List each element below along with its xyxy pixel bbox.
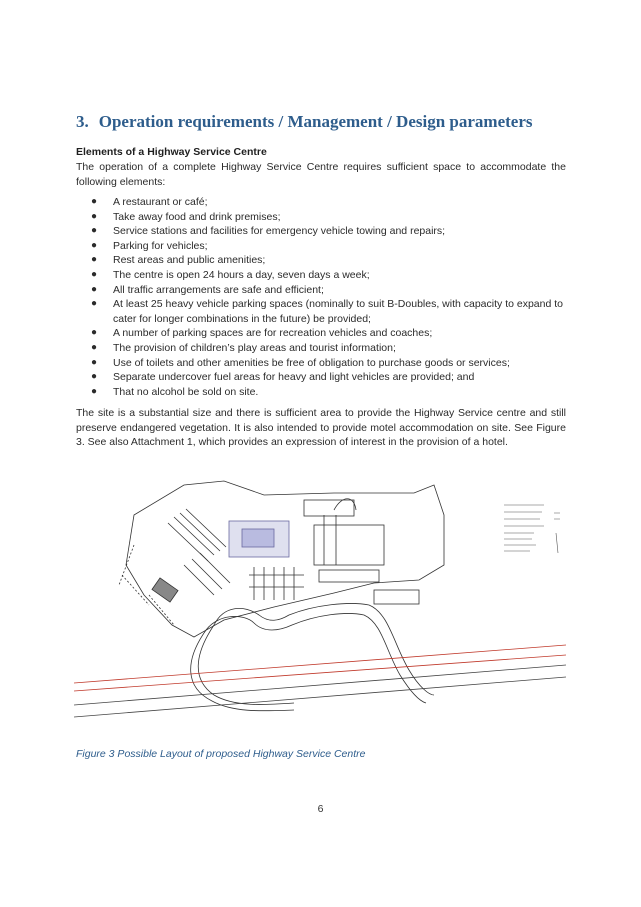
- plan-legend: [504, 505, 560, 553]
- closing-paragraph: The site is a substantial size and there is sufficient area to provide the Highway Service centre and still preserve endangered vegetation. It is also intended to provide motel accommodation on site. See Figure 3. See also Attachment 1, which provides an expression of interest in the provision of a hotel.: [76, 407, 566, 448]
- intro-paragraph: The operation of a complete Highway Service Centre requires sufficient space to accommodate the following elements:: [76, 161, 566, 188]
- list-item: ● A number of parking spaces are for recreation vehicles and coaches;: [91, 327, 433, 340]
- site-layout-figure: [74, 455, 566, 740]
- page-number: 6: [317, 803, 324, 815]
- list-item: ● Use of toilets and other amenities be free of obligation to purchase goods or services;: [91, 356, 510, 369]
- bullet-icon: ●: [91, 371, 98, 383]
- bullet-icon: ●: [91, 239, 98, 251]
- bullet-icon: ●: [91, 356, 98, 368]
- bullet-icon: ●: [91, 341, 98, 353]
- bullet-icon: ●: [91, 196, 98, 207]
- list-item: ● At least 25 heavy vehicle parking spaces (nominally to suit B-Doubles, with capacity to expand to cater for longer combinations in the future) be provided;: [91, 298, 563, 325]
- figure-caption: Figure 3 Possible Layout of proposed Highway Service Centre: [76, 748, 366, 760]
- bullet-icon: ●: [91, 254, 98, 266]
- bullet-icon: ●: [91, 298, 98, 310]
- list-item: ● The centre is open 24 hours a day, seven days a week;: [91, 268, 370, 281]
- bullet-icon: ●: [91, 283, 98, 295]
- section-title: Operation requirements / Management / Design parameters: [98, 112, 533, 131]
- list-item: ● A restaurant or café;: [91, 196, 208, 208]
- elements-subheading: Elements of a Highway Service Centre: [76, 146, 267, 158]
- site-boundary: [126, 481, 444, 637]
- list-item: ● Rest areas and public amenities;: [91, 254, 266, 267]
- section-heading: [76, 112, 576, 132]
- list-item: ● Parking for vehicles;: [91, 239, 208, 252]
- highway-line: [74, 645, 566, 683]
- list-item: ● Separate undercover fuel areas for heavy and light vehicles are provided; and: [91, 371, 475, 384]
- list-item: ● Service stations and facilities for emergency vehicle towing and repairs;: [91, 225, 446, 238]
- bullet-icon: ●: [91, 225, 98, 237]
- list-item: ● The provision of children’s play areas and tourist information;: [91, 341, 396, 354]
- bullet-icon: ●: [91, 385, 98, 397]
- list-item: ● All traffic arrangements are safe and efficient;: [91, 283, 324, 296]
- site-plan-drawing: [74, 455, 566, 740]
- bullet-icon: ●: [91, 327, 98, 339]
- section-number: 3.: [76, 112, 89, 131]
- list-item: ● That no alcohol be sold on site.: [91, 385, 259, 398]
- access-road: [214, 603, 434, 695]
- bullet-icon: ●: [91, 210, 98, 222]
- parking-area: [168, 509, 226, 561]
- list-item: ● Take away food and drink premises;: [91, 210, 281, 223]
- bullet-icon: ●: [91, 268, 98, 280]
- elements-list: [76, 195, 566, 399]
